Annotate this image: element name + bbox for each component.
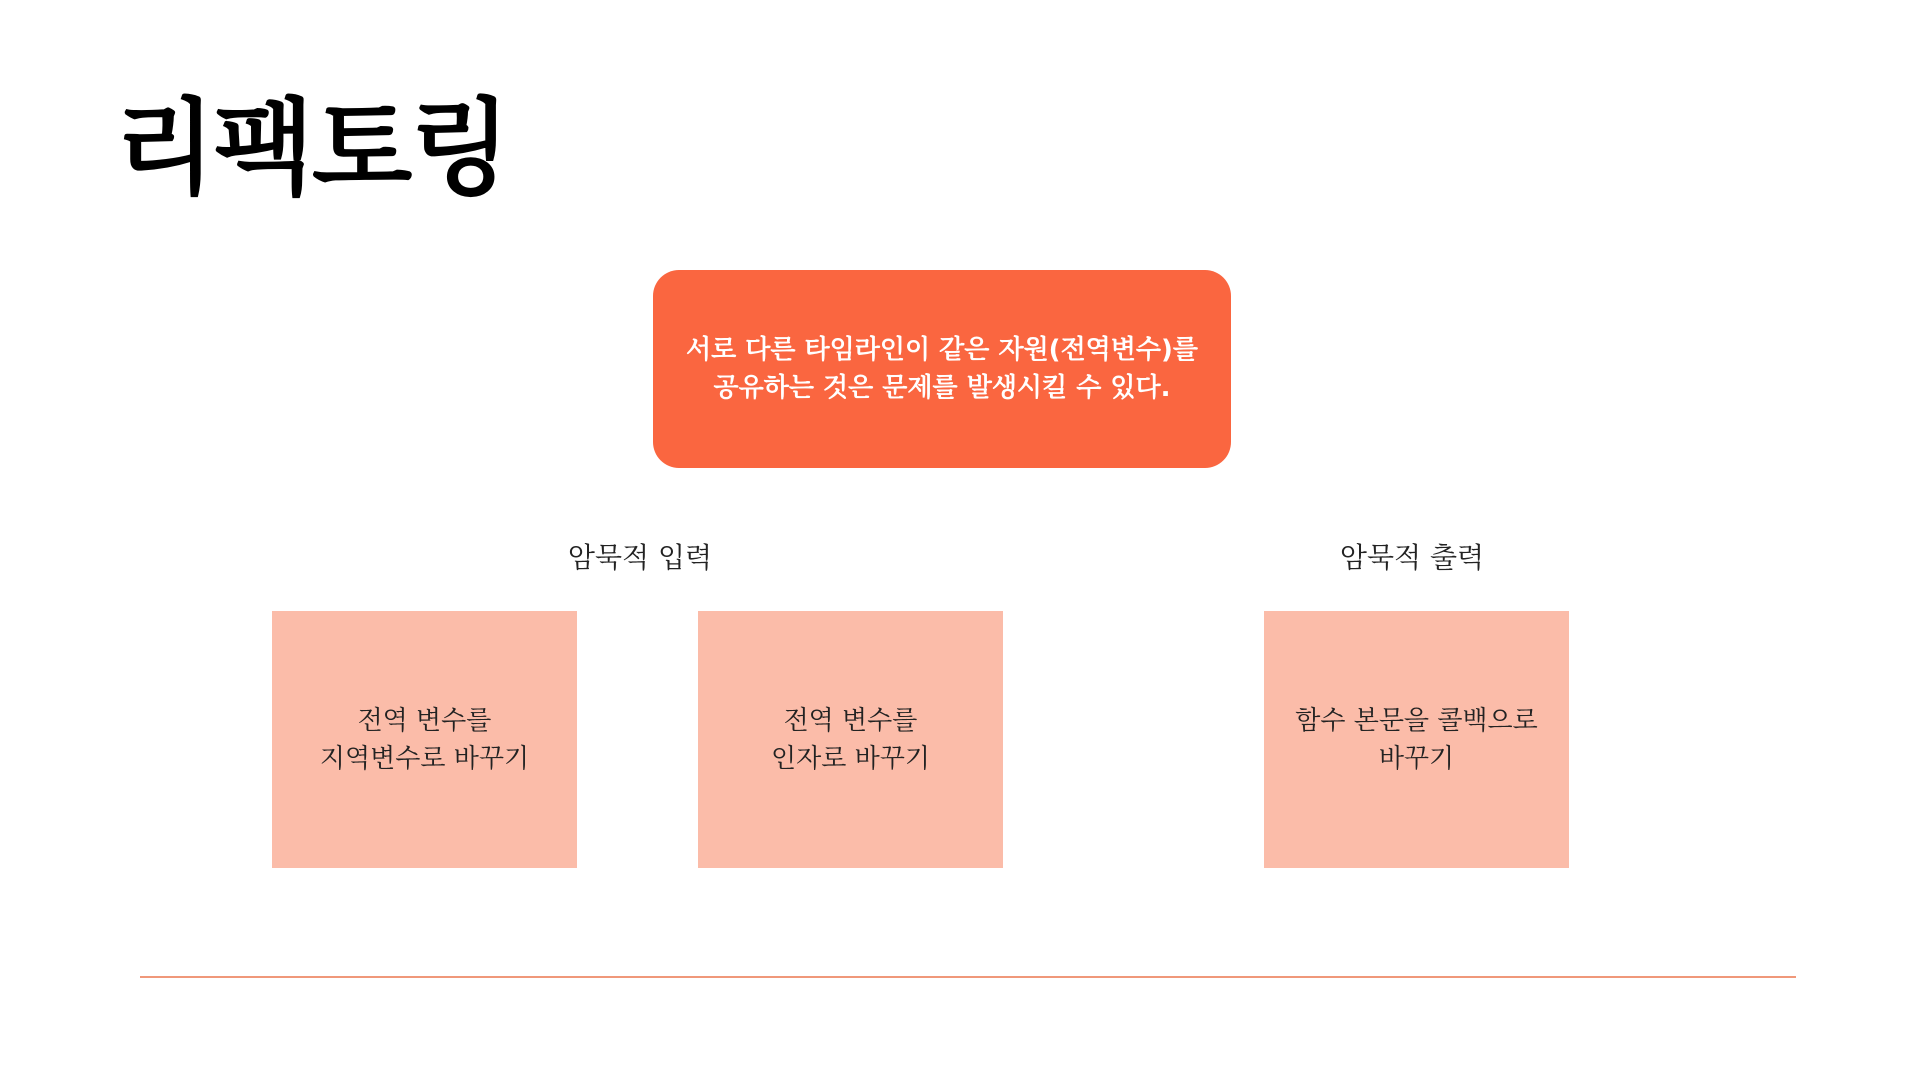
group-label-implicit-input: 암묵적 입력 <box>567 541 713 574</box>
card-text: 전역 변수를 지역변수로 바꾸기 <box>319 705 530 774</box>
card-text: 함수 본문을 콜백으로 바꾸기 <box>1295 705 1538 774</box>
card-text: 전역 변수를 인자로 바꾸기 <box>771 705 930 774</box>
card-global-to-argument <box>698 611 1003 868</box>
card-global-to-local <box>272 611 577 868</box>
main-statement-text: 서로 다른 타임라인이 같은 자원(전역변수)를 공유하는 것은 문제를 발생시킬 수 있다. <box>685 335 1199 403</box>
card-body-to-callback <box>1264 611 1569 868</box>
bottom-divider <box>140 976 1796 978</box>
slide-title: 리팩토링 <box>115 87 509 209</box>
main-statement-box <box>653 270 1231 468</box>
group-label-implicit-output: 암묵적 출력 <box>1339 541 1485 574</box>
